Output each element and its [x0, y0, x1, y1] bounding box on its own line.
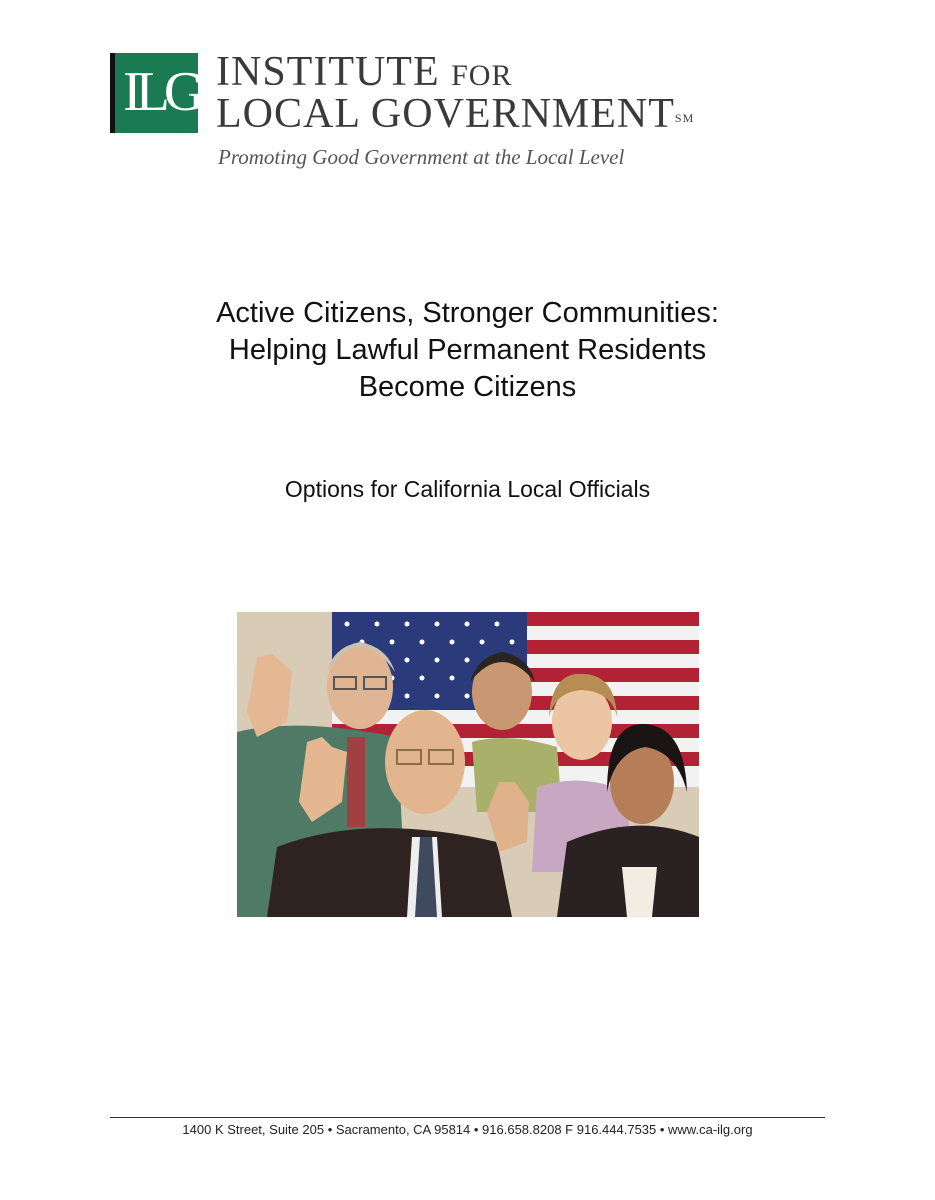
title-line: Helping Lawful Permanent Residents	[228, 334, 707, 366]
footer-contact: 1400 K Street, Suite 205 • Sacramento, CA 95814 • 916.658.8208 F 916.444.7535 • www.ca-ilg.org	[182, 1122, 753, 1137]
logo-mark	[110, 53, 198, 133]
title-line: Become Citizens	[358, 371, 577, 403]
document-subtitle: Options for California Local Officials	[284, 476, 651, 502]
service-mark: SM	[674, 111, 695, 125]
logo-mark-letters: ILG	[123, 61, 199, 123]
photo-illustration	[237, 612, 699, 917]
logo-word-institute: INSTITUTE	[216, 49, 440, 95]
logo-wordmark	[216, 49, 695, 137]
footer-divider	[110, 1117, 825, 1118]
logo-word-local-government: LOCAL GOVERNMENT	[216, 91, 675, 137]
title-line: Active Citizens, Stronger Communities:	[216, 297, 719, 329]
ilg-logo	[110, 49, 760, 173]
cover-photo-oath-ceremony	[237, 612, 699, 917]
logo-tagline: Promoting Good Government at the Local Level	[218, 145, 625, 169]
logo-word-for: FOR	[451, 59, 513, 92]
document-title	[0, 295, 935, 406]
